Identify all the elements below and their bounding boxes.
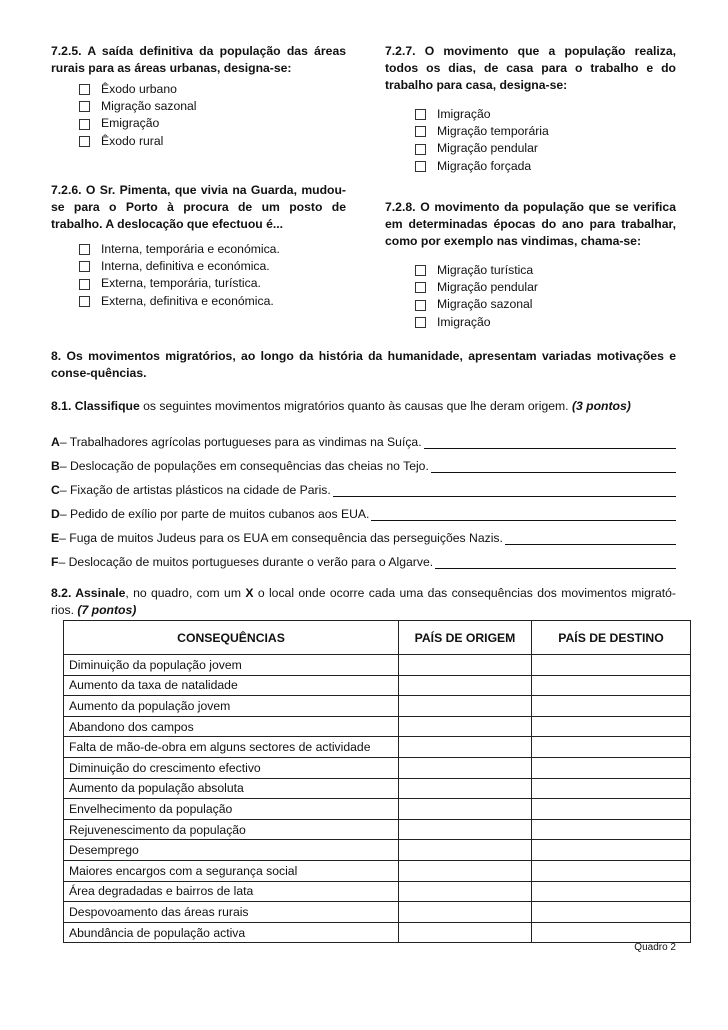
option[interactable]: Migração forçada xyxy=(415,158,676,175)
table-row xyxy=(64,922,691,943)
left-column-b xyxy=(51,182,346,310)
checkbox[interactable] xyxy=(415,126,426,137)
question-7-2-6: 7.2.6. O Sr. Pimenta, que vivia na Guarda, mudou-se para o Porto à procura de um posto de trabalho. A deslocação que efectuou é... xyxy=(51,183,346,231)
option[interactable]: Imigração xyxy=(415,314,676,331)
origin-cell[interactable] xyxy=(399,737,532,758)
consequence-cell: Desemprego xyxy=(64,840,399,861)
destination-cell[interactable] xyxy=(532,757,691,778)
origin-cell[interactable] xyxy=(399,799,532,820)
table-body xyxy=(64,655,691,943)
table-row xyxy=(64,696,691,717)
options-7-2-6 xyxy=(79,241,346,310)
answer-line-f[interactable]: F – Deslocação de muitos portugueses durante o verão para o Algarve. xyxy=(51,553,676,569)
consequence-cell: Aumento da taxa de natalidade xyxy=(64,675,399,696)
checkbox[interactable] xyxy=(415,300,426,311)
destination-cell[interactable] xyxy=(532,922,691,943)
checkbox[interactable] xyxy=(79,84,90,95)
checkbox[interactable] xyxy=(79,136,90,147)
question-8-2: 8.2. Assinale, no quadro, com um X o local onde ocorre cada uma das consequências dos movimentos migrató-rios. (7 pontos) xyxy=(51,586,676,617)
consequence-cell: Abundância de população activa xyxy=(64,922,399,943)
table-caption: Quadro 2 xyxy=(634,942,676,953)
origin-cell[interactable] xyxy=(399,840,532,861)
question-8-1: 8.1. Classifique os seguintes movimentos migratórios quanto às causas que lhe deram origem. (3 pontos) xyxy=(51,399,631,413)
destination-cell[interactable] xyxy=(532,675,691,696)
checkbox[interactable] xyxy=(79,244,90,255)
destination-cell[interactable] xyxy=(532,799,691,820)
consequence-cell: Despovoamento das áreas rurais xyxy=(64,902,399,923)
left-column xyxy=(51,43,346,150)
option[interactable]: Interna, temporária e económica. xyxy=(79,241,346,258)
option[interactable]: Emigração xyxy=(79,115,346,132)
origin-cell[interactable] xyxy=(399,655,532,676)
answer-blank[interactable] xyxy=(435,556,676,569)
destination-cell[interactable] xyxy=(532,881,691,902)
table-row xyxy=(64,819,691,840)
checkbox[interactable] xyxy=(415,265,426,276)
consequence-cell: Área degradadas e bairros de lata xyxy=(64,881,399,902)
header-destination-country: PAÍS DE DESTINO xyxy=(532,621,691,655)
consequence-cell: Aumento da população jovem xyxy=(64,696,399,717)
answer-blank[interactable] xyxy=(333,484,676,497)
origin-cell[interactable] xyxy=(399,696,532,717)
consequence-cell: Rejuvenescimento da população xyxy=(64,819,399,840)
checkbox[interactable] xyxy=(415,161,426,172)
table-row xyxy=(64,737,691,758)
checkbox[interactable] xyxy=(79,279,90,290)
option[interactable]: Êxodo rural xyxy=(79,133,346,150)
consequence-cell: Aumento da população absoluta xyxy=(64,778,399,799)
destination-cell[interactable] xyxy=(532,778,691,799)
destination-cell[interactable] xyxy=(532,716,691,737)
checkbox[interactable] xyxy=(415,317,426,328)
destination-cell[interactable] xyxy=(532,840,691,861)
question-7-2-7: 7.2.7. O movimento que a população realiza, todos os dias, de casa para o trabalho e do trabalho para casa, designa-se: xyxy=(385,44,676,92)
option[interactable]: Êxodo urbano xyxy=(79,81,346,98)
consequence-cell: Falta de mão-de-obra em alguns sectores de actividade xyxy=(64,737,399,758)
destination-cell[interactable] xyxy=(532,696,691,717)
answer-line-c[interactable]: C – Fixação de artistas plásticos na cidade de Paris. xyxy=(51,481,676,497)
answer-line-a[interactable]: A – Trabalhadores agrícolas portugueses para as vindimas na Suíça. xyxy=(51,433,676,449)
checkbox[interactable] xyxy=(79,101,90,112)
table-row xyxy=(64,655,691,676)
destination-cell[interactable] xyxy=(532,860,691,881)
header-origin-country: PAÍS DE ORIGEM xyxy=(399,621,532,655)
origin-cell[interactable] xyxy=(399,675,532,696)
table-row xyxy=(64,860,691,881)
answer-line-e[interactable]: E – Fuga de muitos Judeus para os EUA em consequência das perseguições Nazis. xyxy=(51,529,676,545)
answer-blank[interactable] xyxy=(505,532,676,545)
answer-line-b[interactable]: B – Deslocação de populações em consequências das cheias no Tejo. xyxy=(51,457,676,473)
table-row xyxy=(64,716,691,737)
checkbox[interactable] xyxy=(415,282,426,293)
table-row xyxy=(64,799,691,820)
header-consequences: CONSEQUÊNCIAS xyxy=(64,621,399,655)
section-8-heading: 8. Os movimentos migratórios, ao longo da história da humanidade, apresentam variadas motivações e conse-quências. xyxy=(51,349,676,380)
answer-blank[interactable] xyxy=(431,460,676,473)
table-header-row xyxy=(64,621,691,655)
answer-blank[interactable] xyxy=(424,436,676,449)
origin-cell[interactable] xyxy=(399,757,532,778)
table-row xyxy=(64,881,691,902)
right-column-b xyxy=(385,199,676,331)
options-7-2-7 xyxy=(415,106,676,175)
option[interactable]: Imigração xyxy=(415,106,676,123)
checkbox[interactable] xyxy=(415,109,426,120)
table-row xyxy=(64,757,691,778)
option[interactable]: Externa, temporária, turística. xyxy=(79,275,346,292)
table-row xyxy=(64,840,691,861)
origin-cell[interactable] xyxy=(399,819,532,840)
origin-cell[interactable] xyxy=(399,716,532,737)
origin-cell[interactable] xyxy=(399,922,532,943)
consequence-cell: Envelhecimento da população xyxy=(64,799,399,820)
checkbox[interactable] xyxy=(415,144,426,155)
origin-cell[interactable] xyxy=(399,902,532,923)
table-row xyxy=(64,778,691,799)
options-7-2-5 xyxy=(79,81,346,150)
checkbox[interactable] xyxy=(79,296,90,307)
destination-cell[interactable] xyxy=(532,819,691,840)
consequences-table xyxy=(63,620,691,943)
option[interactable]: Migração turística xyxy=(415,262,676,279)
origin-cell[interactable] xyxy=(399,860,532,881)
option[interactable]: Externa, definitiva e económica. xyxy=(79,293,346,310)
consequence-cell: Maiores encargos com a segurança social xyxy=(64,860,399,881)
options-7-2-8 xyxy=(415,262,676,331)
destination-cell[interactable] xyxy=(532,737,691,758)
question-7-2-5: 7.2.5. A saída definitiva da população das áreas rurais para as áreas urbanas, designa-se: xyxy=(51,44,346,75)
option[interactable]: Migração sazonal xyxy=(79,98,346,115)
origin-cell[interactable] xyxy=(399,778,532,799)
option[interactable]: Interna, definitiva e económica. xyxy=(79,258,346,275)
consequence-cell: Abandono dos campos xyxy=(64,716,399,737)
consequence-cell: Diminuição do crescimento efectivo xyxy=(64,757,399,778)
table-row xyxy=(64,675,691,696)
consequence-cell: Diminuição da população jovem xyxy=(64,655,399,676)
option[interactable]: Migração pendular xyxy=(415,140,676,157)
checkbox[interactable] xyxy=(79,119,90,130)
destination-cell[interactable] xyxy=(532,655,691,676)
answer-blank[interactable] xyxy=(371,508,676,521)
question-7-2-8: 7.2.8. O movimento da população que se verifica em determinadas épocas do ano para trabalhar, como por exemplo nas vindimas, chama-se: xyxy=(385,200,676,248)
origin-cell[interactable] xyxy=(399,881,532,902)
destination-cell[interactable] xyxy=(532,902,691,923)
answer-line-d[interactable]: D – Pedido de exílio por parte de muitos cubanos aos EUA. xyxy=(51,505,676,521)
option[interactable]: Migração sazonal xyxy=(415,296,676,313)
option[interactable]: Migração pendular xyxy=(415,279,676,296)
right-column xyxy=(385,43,676,175)
option[interactable]: Migração temporária xyxy=(415,123,676,140)
checkbox[interactable] xyxy=(79,261,90,272)
table-row xyxy=(64,902,691,923)
